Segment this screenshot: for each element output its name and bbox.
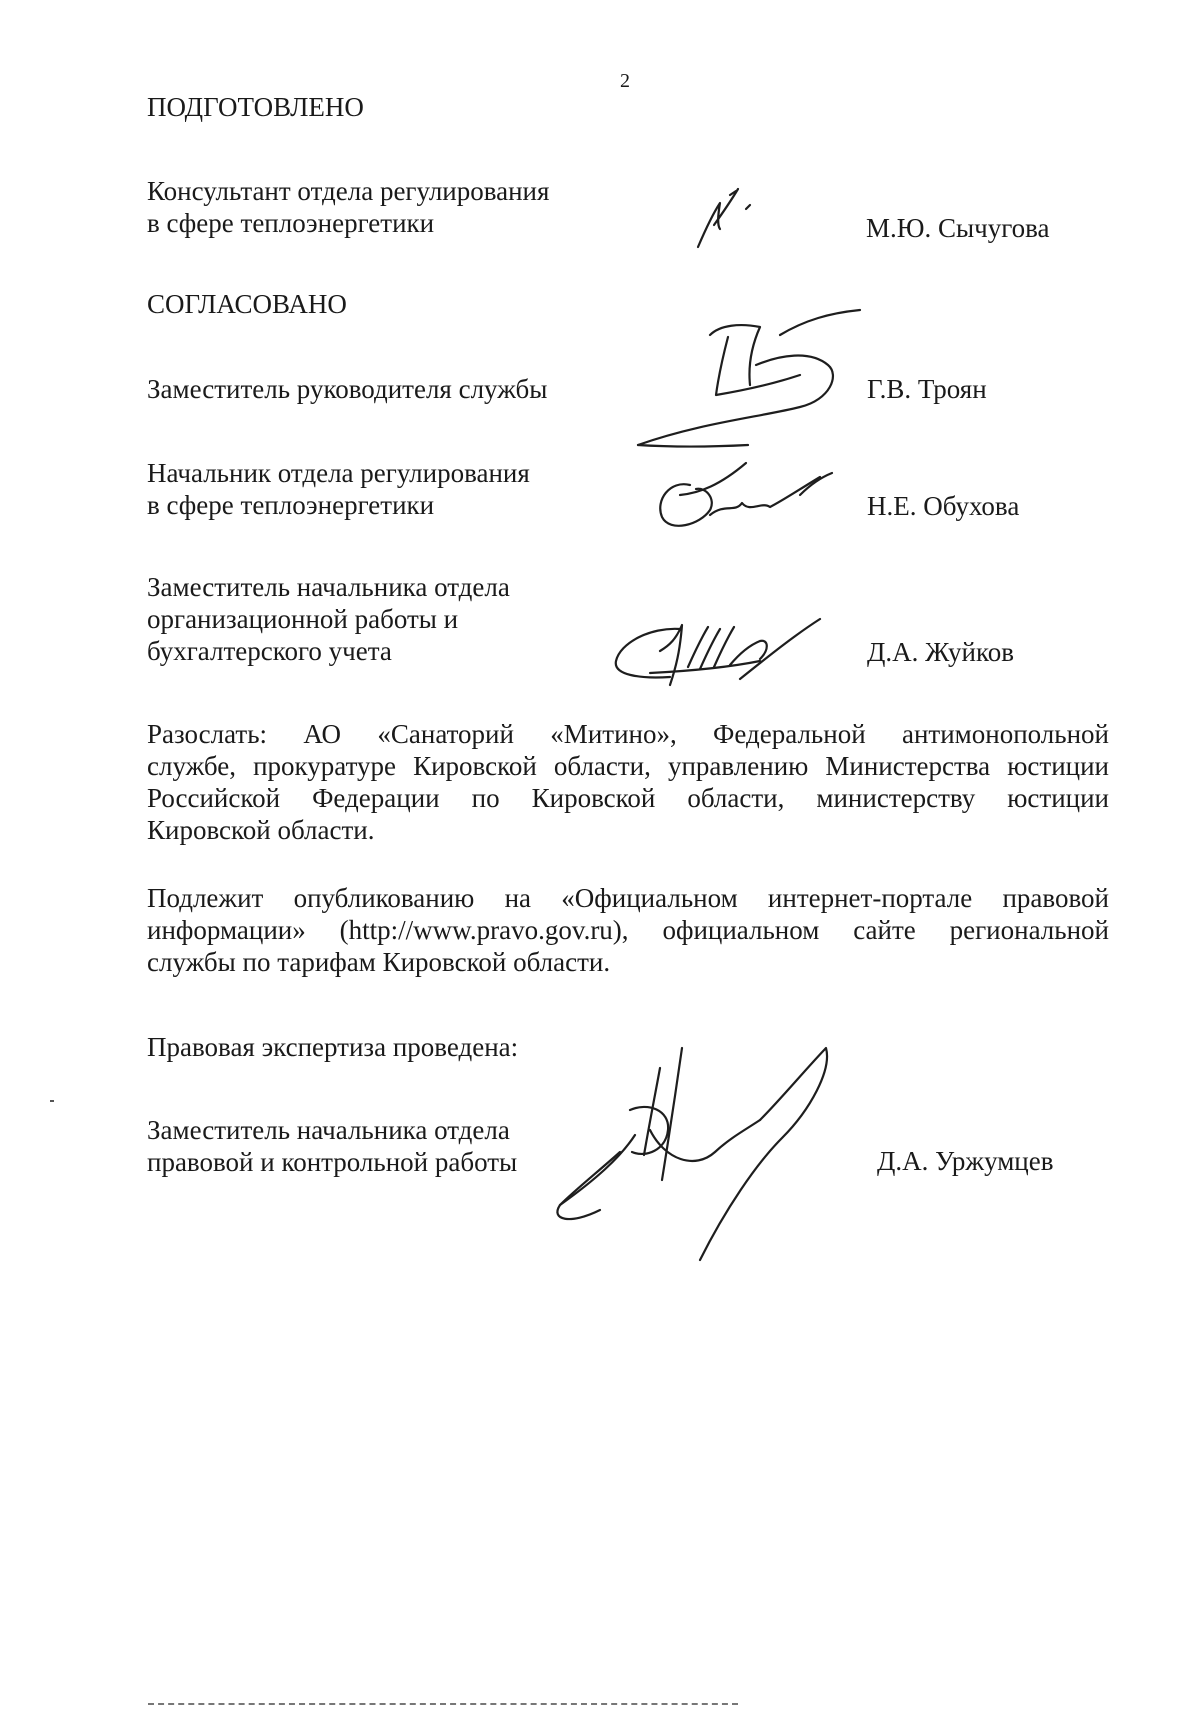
signatory-position bbox=[147, 457, 530, 521]
paragraph-line: службы по тарифам Кировской области. bbox=[147, 947, 611, 977]
position-line: организационной работы и bbox=[147, 604, 459, 634]
signature-troyan bbox=[630, 305, 870, 455]
position-line: правовой и контрольной работы bbox=[147, 1147, 518, 1177]
legal-review-name: Д.А. Уржумцев bbox=[877, 1146, 1054, 1176]
position-line: Заместитель руководителя службы bbox=[147, 374, 548, 404]
signature-sychugova bbox=[690, 185, 770, 255]
paragraph-line: информации» (http://www.pravo.gov.ru), официальном сайте региональной bbox=[147, 915, 1109, 945]
signatory-name: Г.В. Троян bbox=[867, 374, 987, 404]
legal-review-heading: Правовая экспертиза проведена: bbox=[147, 1032, 519, 1062]
paragraph-line: службе, прокуратуре Кировской области, управлению Министерства юстиции bbox=[147, 751, 1109, 781]
signatory-position bbox=[147, 373, 547, 405]
paragraph-line: Российской Федерации по Кировской области, министерству юстиции bbox=[147, 783, 1109, 813]
prepared-name: М.Ю. Сычугова bbox=[866, 213, 1050, 243]
position-line: Заместитель начальника отдела bbox=[147, 572, 510, 602]
position-line: в сфере теплоэнергетики bbox=[147, 490, 435, 520]
paragraph-line: Кировской области. bbox=[147, 815, 375, 845]
signature-zhuykov bbox=[610, 615, 825, 690]
position-line: Начальник отдела регулирования bbox=[147, 458, 530, 488]
paragraph-line: Разослать: АО «Санаторий «Митино», Федеральной антимонопольной bbox=[147, 719, 1109, 749]
prepared-heading: ПОДГОТОВЛЕНО bbox=[147, 92, 364, 122]
prepared-position bbox=[147, 175, 549, 239]
position-line: бухгалтерского учета bbox=[147, 636, 392, 666]
position-line: в сфере теплоэнергетики bbox=[147, 208, 435, 238]
scan-mark bbox=[50, 1100, 54, 1102]
bottom-rule bbox=[148, 1703, 738, 1705]
legal-review-position bbox=[147, 1114, 517, 1178]
signature-obukhova bbox=[650, 455, 835, 535]
signatory-position bbox=[147, 571, 510, 667]
paragraph-line: Подлежит опубликованию на «Официальном интернет-портале правовой bbox=[147, 883, 1109, 913]
distribution-paragraph bbox=[147, 718, 1109, 846]
page-number: 2 bbox=[620, 70, 630, 92]
signature-urzhumtsev bbox=[520, 1040, 850, 1265]
agreed-heading: СОГЛАСОВАНО bbox=[147, 289, 347, 319]
position-line: Заместитель начальника отдела bbox=[147, 1115, 510, 1145]
publication-paragraph bbox=[147, 882, 1109, 978]
signatory-name: Д.А. Жуйков bbox=[867, 637, 1014, 667]
position-line: Консультант отдела регулирования bbox=[147, 176, 550, 206]
signatory-name: Н.Е. Обухова bbox=[867, 491, 1020, 521]
